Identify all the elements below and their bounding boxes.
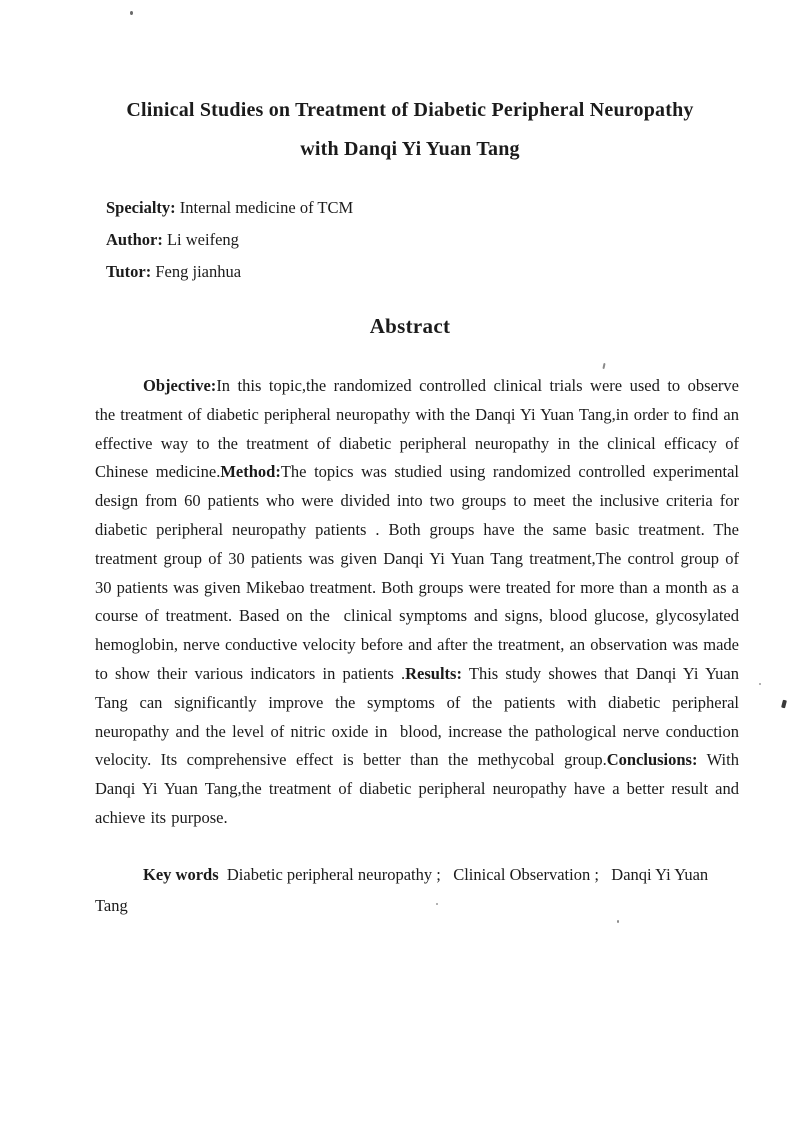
specialty-value: Internal medicine of TCM [175, 198, 354, 217]
abstract-heading: Abstract [369, 314, 451, 338]
text-run: Conclusions: [606, 750, 698, 770]
text-run: Key words [143, 865, 219, 884]
scan-speck [781, 700, 787, 709]
scan-speck [759, 683, 761, 685]
document-title-line1: Clinical Studies on Treatment of Diabetic Peripheral Neuropathy [126, 99, 694, 121]
text-run: In this topic,the randomized controlled clinical trials were used to observe the treatment of diabetic peripheral neuropathy with the Danqi Yi Yuan Tang,in order to find an effective way to the treatment of diabetic peripheral neuropathy in the clinical efficacy of Chinese medicine. [95, 376, 745, 482]
text-run: Results: [405, 663, 462, 683]
text-run: Objective: [143, 376, 217, 395]
text-run: The topics was studied using randomized controlled experimental design from 60 patients who were divided into two groups to meet the inclusive criteria for diabetic peripheral neuropathy patients . Both groups have the same basic treatment. The treatment group of 30 patients was given Danqi Yi Yuan Tang treatment,The control group of 30 patients was given Mikebao treatment. Both groups were treated for more than a month as a course of treatment. Based on the clinical symptoms and signs, blood glucose, glycosylated hemoglobin, nerve conductive velocity before and after the treatment, an observation was made to show their various indicators in patients . [95, 462, 745, 683]
meta-block [106, 192, 353, 288]
author-label: Author: [106, 230, 163, 249]
tutor-label: Tutor: [106, 262, 152, 281]
meta-row-tutor [106, 256, 353, 288]
document-title [50, 91, 770, 169]
specialty-label: Specialty: [106, 198, 176, 217]
scan-speck [602, 363, 605, 369]
text-run: With Danqi Yi Yuan Tang,the treatment of diabetic peripheral neuropathy have a better result and achieve its purpose. [95, 750, 745, 827]
abstract-paragraph [95, 372, 745, 833]
meta-row-specialty [106, 192, 353, 224]
tutor-value: Feng jianhua [151, 262, 242, 281]
text-run: Diabetic peripheral neuropathy ; Clinical Observation ; Danqi Yi Yuan Tang [95, 865, 712, 915]
document-title-line2: with Danqi Yi Yuan Tang [300, 138, 520, 160]
author-value: Li weifeng [162, 230, 239, 249]
scan-speck [130, 11, 133, 15]
meta-row-author [106, 224, 353, 256]
text-run: This study showes that Danqi Yi Yuan Tang can significantly improve the symptoms of the patients with diabetic peripheral neuropathy and the level of nitric oxide in blood, increase the pathological nerve conduction velocity. Its comprehensive effect is better than the methycobal group. [95, 663, 745, 770]
keywords-paragraph [95, 859, 739, 921]
text-run: Method: [220, 462, 281, 482]
